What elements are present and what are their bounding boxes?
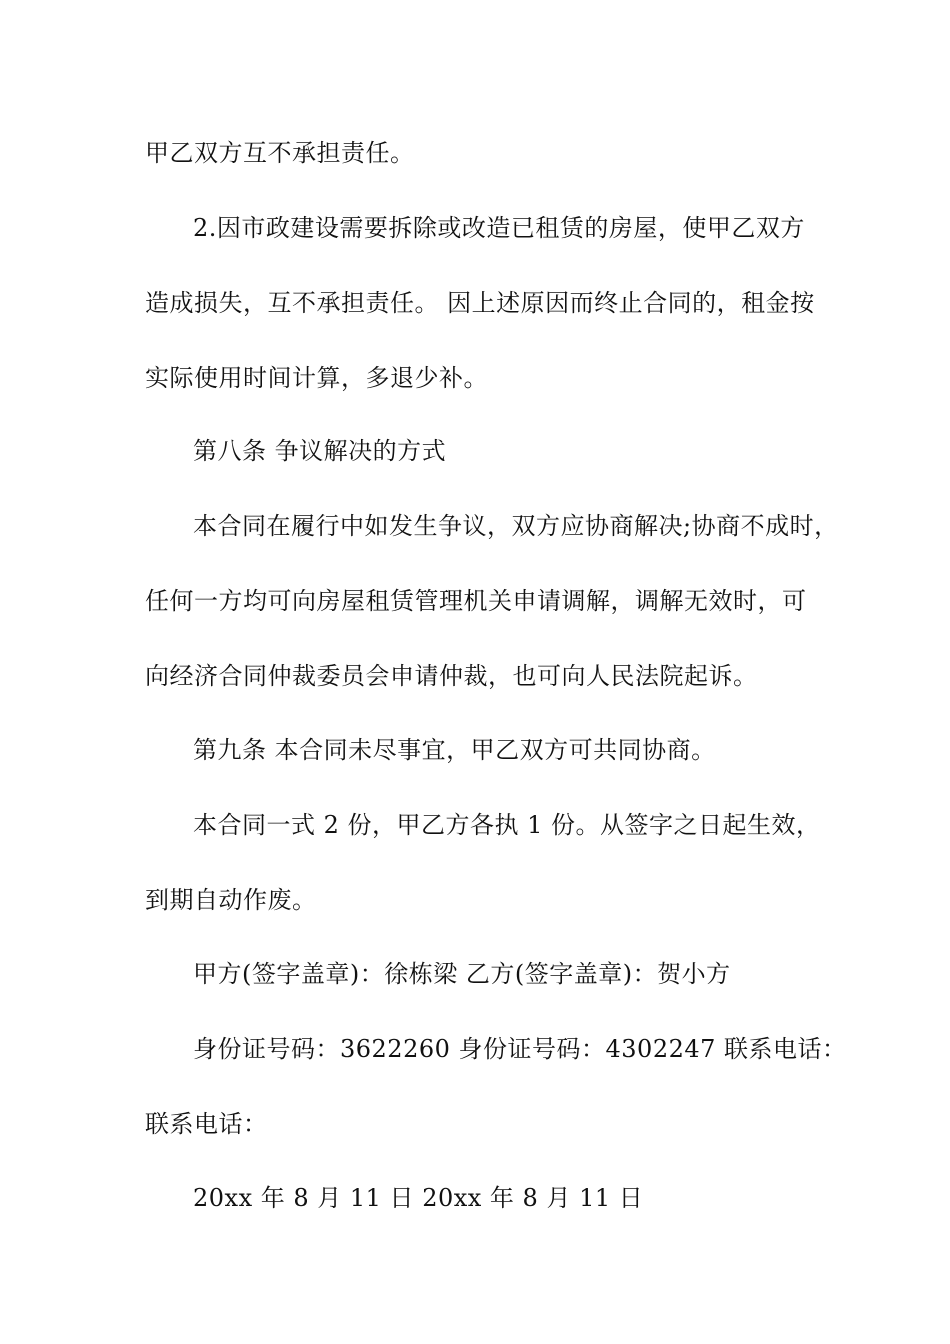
paragraph-line: 向经济合同仲裁委员会申请仲裁，也可向人民法院起诉。 [145,662,758,690]
paragraph-line: 甲乙双方互不承担责任。 [145,139,415,167]
paragraph-line: 本合同一式 2 份，甲乙方各执 1 份。从签字之日起生效， [193,811,821,839]
id-number-line: 身份证号码：3622260 身份证号码：4302247 联系电话： [193,1035,847,1063]
paragraph-line: 实际使用时间计算，多退少补。 [145,364,488,392]
section-heading: 第八条 争议解决的方式 [193,437,447,465]
paragraph-line: 第九条 本合同未尽事宜，甲乙双方可共同协商。 [193,736,716,764]
signature-line: 甲方(签字盖章)：徐栋梁 乙方(签字盖章)：贺小方 [193,960,731,988]
paragraph-line: 造成损失，互不承担责任。 因上述原因而终止合同的，租金按 [145,289,815,317]
paragraph-line: 本合同在履行中如发生争议，双方应协商解决;协商不成时， [193,512,839,540]
phone-line: 联系电话： [145,1110,268,1138]
paragraph-line: 任何一方均可向房屋租赁管理机关申请调解，调解无效时，可 [145,587,807,615]
date-line: 20xx 年 8 月 11 日 20xx 年 8 月 11 日 [193,1184,644,1212]
paragraph-line: 2.因市政建设需要拆除或改造已租赁的房屋，使甲乙双方 [193,214,805,242]
paragraph-line: 到期自动作废。 [145,886,317,914]
